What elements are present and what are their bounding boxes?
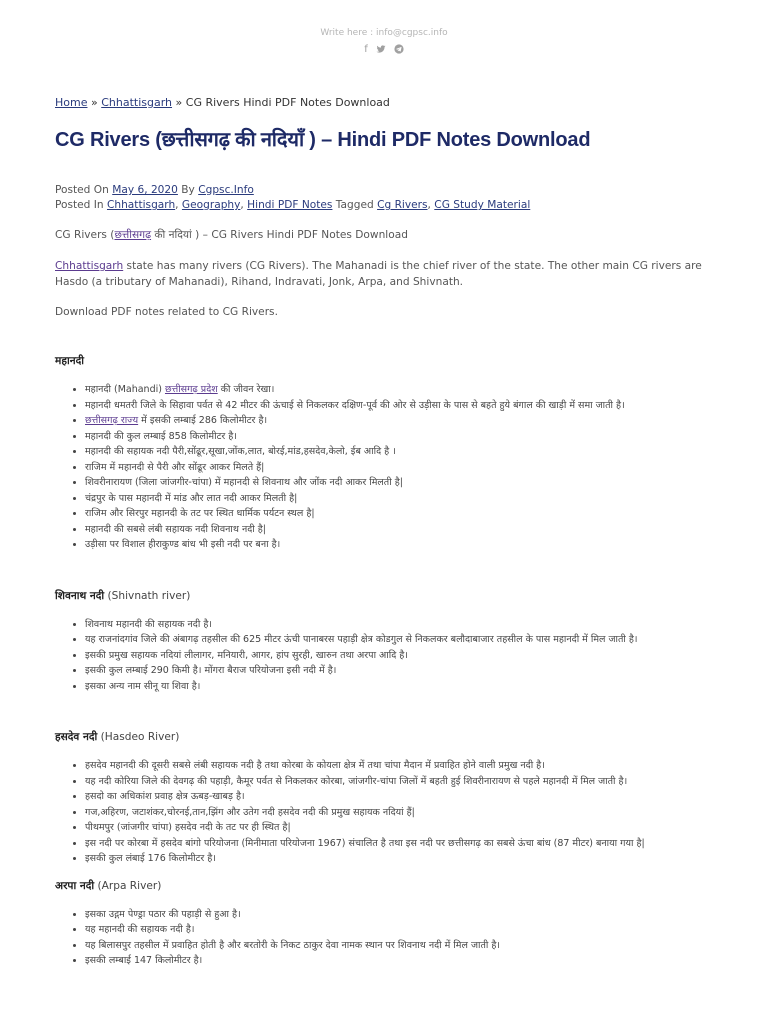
social-links [0,44,768,58]
list-item: • महानदी की कुल लम्बाई 858 किलोमीटर है। [85,429,715,445]
mahanadi-list [55,382,715,553]
list-item: • इसका उद्गम पेण्ड्रा पठार की पहाड़ी से हुआ है। [85,907,715,923]
breadcrumb-separator: » [87,96,102,109]
list-item: • महानदी की सहायक नदी पैरी,सोंढूर,सूखा,जोंक,लात, बोरई,मांड,हसदेव,केलो, ईब आदि है । [85,444,715,460]
list-item: • यह महानदी की सहायक नदी है। [85,922,715,938]
breadcrumb [55,96,715,109]
intro-paragraph-text: state has many rivers (CG Rivers). The Mahanadi is the chief river of the state. The other main CG rivers are Hasdo (a tributary of Mahanadi), Rihand, Indravati, Jonk, Arpa, and Shivnath. [55,260,702,288]
list-item: • महानदी की सबसे लंबी सहायक नदी शिवनाथ नदी है| [85,522,715,538]
intro-text: CG Rivers ( [55,229,115,241]
list-item: • इसका अन्य नाम सीनू या शिवा है। [85,679,715,695]
category-link-geography[interactable]: Geography [181,199,241,211]
tagged-label: Tagged [332,199,378,211]
list-item: • उड़ीसा पर विशाल हीराकुण्ड बांध भी इसी नदी पर बना है। [85,537,715,553]
hasdeo-list [55,758,715,867]
section-heading-shivnath [55,589,715,603]
list-item [85,413,715,429]
list-item: • हसदेव महानदी की दूसरी सबसे लंबी सहायक नदी है तथा कोरबा के कोयला क्षेत्र में तथा चांपा मैदान में प्रवाहित होने वाली प्रमुख नदी है। [85,758,715,774]
list-item: • शिवनाथ महानदी की सहायक नदी है। [85,617,715,633]
top-bar [0,28,768,58]
list-item: • महानदी धमतरी जिले के सिहावा पर्वत से 42 मीटर की ऊंचाई से निकलकर दक्षिण-पूर्व की ओर से उड़ीसा के पास से बहते हुये बंगाल की खाड़ी में समा जाती है। [85,398,715,414]
list-item-text: में इसकी लम्बाई 286 किलोमीटर है। [138,415,268,426]
chhattisgarh-rajya-link[interactable]: छत्तीसगढ़ राज्य [85,415,139,426]
list-item: • गज,अहिरण, जटाशंकर,चोरनई,तान,झिंग और उतेग नदी हसदेव नदी की प्रमुख सहायक नदियां हैं| [85,805,715,821]
intro-paragraph [55,258,715,290]
posted-on-label: Posted On [55,184,113,196]
heading-english: (Shivnath river) [104,589,191,602]
intro-text: की नदियां ) – CG Rivers Hindi PDF Notes Download [151,229,408,241]
category-link-chhattisgarh[interactable]: Chhattisgarh [106,199,176,211]
list-item: • शिवरीनारायण (जिला जांजगीर-चांपा) में महानदी से शिवनाथ और जोंक नदी आकर मिलती है| [85,475,715,491]
heading-hindi: अरपा नदी [55,879,95,892]
list-item: • पीथमपुर (जांजगीर चांपा) हसदेव नदी के तट पर ही स्थित है| [85,820,715,836]
shivnath-list [55,617,715,695]
chhattisgarh-pradesh-link[interactable]: छत्तीसगढ़ प्रदेश [164,384,218,395]
list-item: • इसकी कुल लंबाई 176 किलोमीटर है। [85,851,715,867]
breadcrumb-current: CG Rivers Hindi PDF Notes Download [185,96,390,109]
posted-in-label: Posted In [55,199,107,211]
category-link-hindi-pdf-notes[interactable]: Hindi PDF Notes [247,199,333,211]
list-item: • इस नदी पर कोरबा में हसदेव बांगो परियोजना (मिनीमाता परियोजना 1967) संचालित है तथा इस नदी पर छत्तीसगढ़ का सबसे ऊंचा बांध (87 मीटर) बनाया गया है| [85,836,715,852]
page-title: CG Rivers (छत्तीसगढ़ की नदियाँ ) – Hindi PDF Notes Download [55,129,591,151]
download-note: Download PDF notes related to CG Rivers. [55,306,278,318]
telegram-icon[interactable] [394,44,404,58]
list-item: • इसकी लम्बाई 147 किलोमीटर है। [85,953,715,969]
section-heading-arpa [55,879,715,893]
twitter-icon[interactable] [376,44,386,58]
list-item: • इसकी प्रमुख सहायक नदियां लीलागर, मनियारी, आगर, हांप सुरही, खारुन तथा अरपा आदि है। [85,648,715,664]
heading-hindi: हसदेव नदी [55,731,98,743]
list-item-text: महानदी (Mahandi) [85,384,165,395]
list-item: • राजिम और सिरपुर महानदी के तट पर स्थित धार्मिक पर्यटन स्थल है| [85,506,715,522]
chhattisgarh-hindi-link[interactable]: छत्तीसगढ़ [114,229,152,241]
list-item: • हसदो का अधिकांश प्रवाह क्षेत्र ऊबड़-खाबड़ है। [85,789,715,805]
by-label: By [177,184,199,196]
breadcrumb-home-link[interactable]: Home [55,96,88,109]
list-item: • यह राजनांदगांव जिले की अंबागढ़ तहसील की 625 मीटर ऊंची पानाबरस पहाड़ी क्षेत्र कोडगुल से निकलकर बलौदाबाजार तहसील के पास महानदी में मिल जाती है। [85,632,715,648]
contact-email-text: Write here : info@cgpsc.info [320,28,448,38]
facebook-icon[interactable]: f [364,44,368,55]
list-item: • इसकी कुल लम्बाई 290 किमी है। मोंगरा बैराज परियोजना इसी नदी में है। [85,663,715,679]
section-heading-hasdeo [55,730,715,744]
breadcrumb-category-link[interactable]: Chhattisgarh [101,96,173,109]
heading-english: (Arpa River) [94,879,162,892]
breadcrumb-separator: » [172,96,186,109]
arpa-list [55,907,715,969]
chhattisgarh-link[interactable]: Chhattisgarh [55,260,124,272]
tag-link-cg-study-material[interactable]: CG Study Material [434,199,531,211]
heading-hindi: शिवनाथ नदी [55,589,105,602]
author-link[interactable]: Cgpsc.Info [198,184,254,196]
tag-link-cg-rivers[interactable]: Cg Rivers [377,199,428,211]
article [55,96,715,969]
post-meta: Posted On May 6, 2020 By Cgpsc.Info Posted In Chhattisgarh, Geography, Hindi PDF Notes Tagged Cg Rivers, CG Study Material [55,184,531,211]
list-item [85,382,715,398]
list-item-text: की जीवन रेखा। [217,384,275,395]
list-item: • चंद्रपुर के पास महानदी में मांड और लात नदी आकर मिलती है| [85,491,715,507]
list-item: • राजिम में महानदी से पैरी और सोंढूर आकर मिलते हैं| [85,460,715,476]
list-item: • यह नदी कोरिया जिले की देवगढ़ की पहाड़ी, कैमूर पर्वत से निकलकर कोरबा, जांजगीर-चांपा जिलों में बहती हुई शिवरीनारायण से पहले महानदी में मिल जाती है। [85,774,715,790]
heading-english: (Hasdeo River) [97,731,180,743]
list-item: • यह बिलासपुर तहसील में प्रवाहित होती है और बरतोरी के निकट ठाकुर देवा नामक स्थान पर शिवनाथ नदी में मिल जाती है। [85,938,715,954]
intro-line [55,227,715,243]
post-date-link[interactable]: May 6, 2020 [112,184,178,196]
section-heading-mahanadi: महानदी [55,355,84,367]
